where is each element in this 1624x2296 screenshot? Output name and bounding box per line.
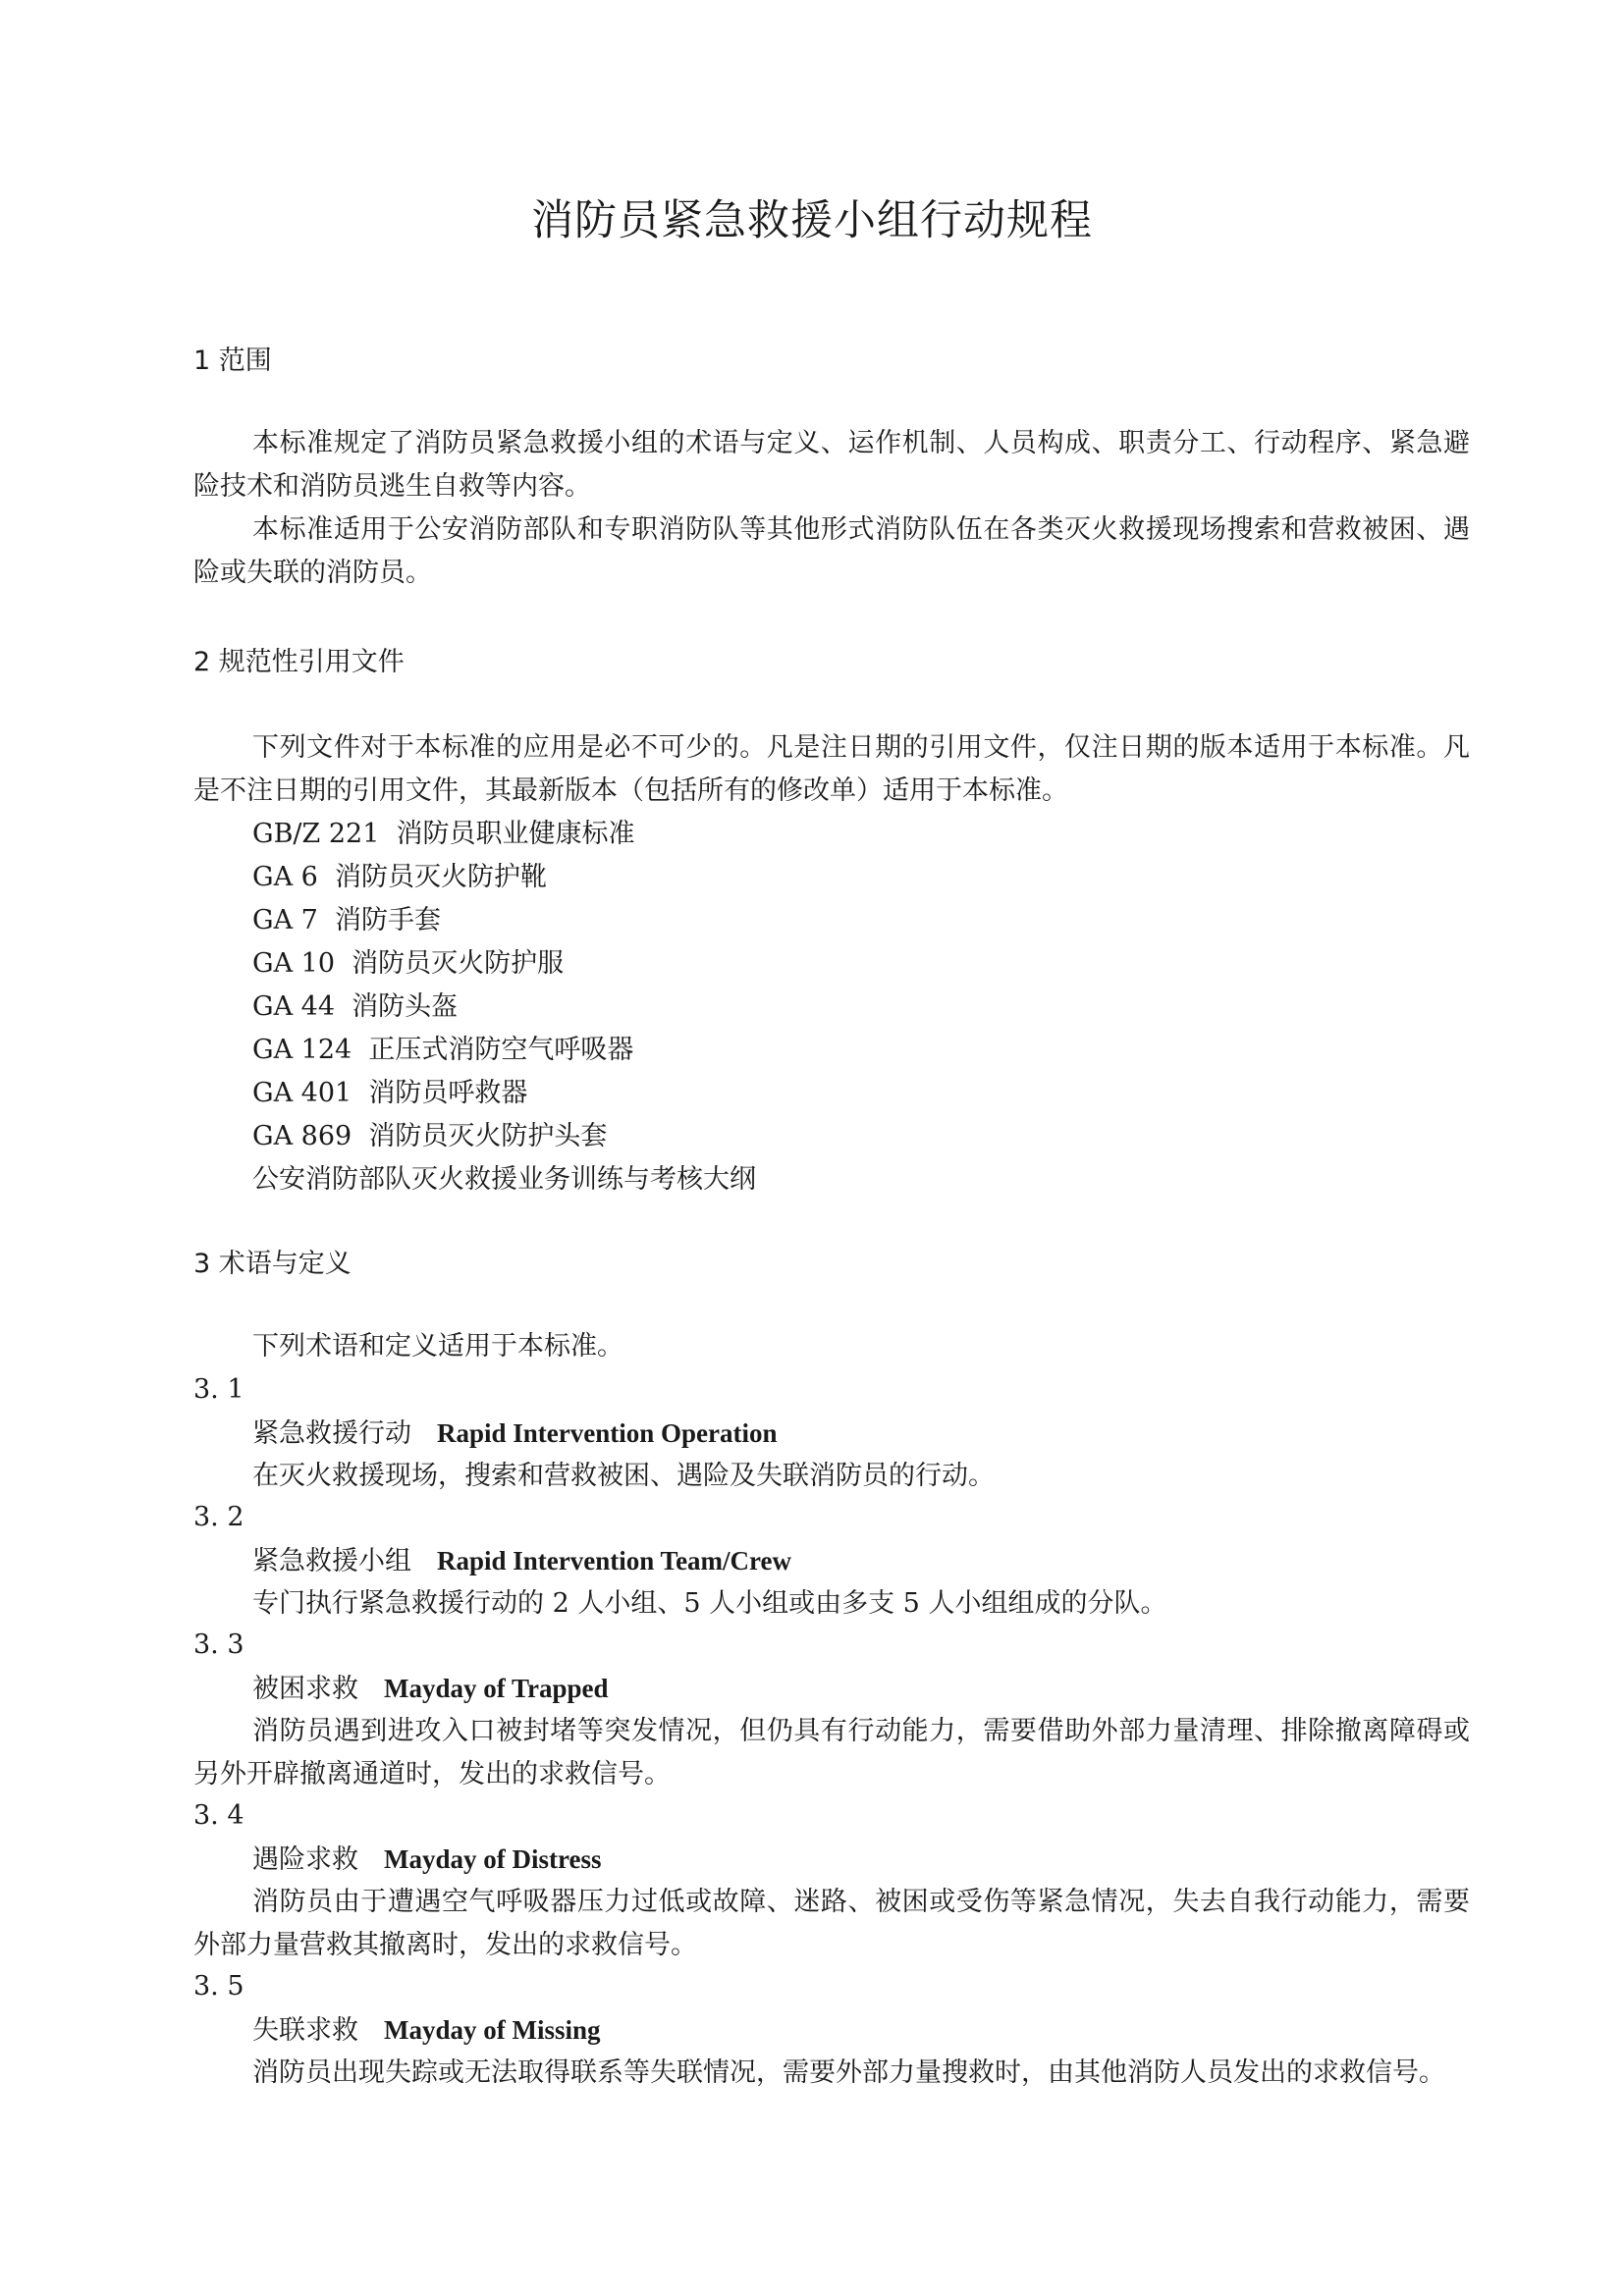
section-1-heading: 1 范围 — [193, 346, 272, 376]
term-title — [252, 1541, 791, 1581]
reference-item: GA 44 消防头盔 — [252, 991, 459, 1022]
term-number: 3. 1 — [193, 1374, 244, 1405]
section-3-intro: 下列术语和定义适用于本标准。 — [252, 1331, 623, 1362]
reference-item: GA 10 消防员灭火防护服 — [252, 948, 565, 979]
term-name-en: Mayday of Missing — [384, 2015, 601, 2045]
term-definition: 专门执行紧急救援行动的 2 人小组、5 人小组或由多支 5 人小组组成的分队。 — [252, 1588, 1167, 1619]
section-1-paragraph-2: 本标准适用于公安消防部队和专职消防队等其他形式消防队伍在各类灭火救援现场搜索和营救被困、遇险或失联的消防员。 — [193, 514, 1470, 588]
section-2-intro: 下列文件对于本标准的应用是必不可少的。凡是注日期的引用文件，仅注日期的版本适用于本标准。凡是不注日期的引用文件，其最新版本（包括所有的修改单）适用于本标准。 — [193, 732, 1470, 806]
term-title — [252, 2010, 601, 2051]
term-title — [252, 1840, 601, 1880]
reference-item: GA 6 消防员灭火防护靴 — [252, 862, 547, 892]
term-number: 3. 3 — [193, 1629, 244, 1660]
term-title — [252, 1414, 778, 1454]
term-name-en: Rapid Intervention Team/Crew — [437, 1546, 792, 1575]
term-definition: 消防员由于遭遇空气呼吸器压力过低或故障、迷路、被困或受伤等紧急情况，失去自我行动能力，需要外部力量营救其撤离时，发出的求救信号。 — [193, 1887, 1470, 1960]
reference-item: 公安消防部队灭火救援业务训练与考核大纲 — [252, 1164, 756, 1195]
term-number: 3. 5 — [193, 1971, 244, 2002]
section-3-heading: 3 术语与定义 — [193, 1249, 352, 1279]
reference-item: GA 7 消防手套 — [252, 905, 441, 935]
reference-item: GA 869 消防员灭火防护头套 — [252, 1121, 608, 1151]
term-name-zh: 遇险求救 — [252, 1844, 358, 1875]
document-title: 消防员紧急救援小组行动规程 — [531, 196, 1093, 245]
section-1-paragraph-1: 本标准规定了消防员紧急救援小组的术语与定义、运作机制、人员构成、职责分工、行动程序、紧急避险技术和消防员逃生自救等内容。 — [193, 428, 1470, 502]
term-definition: 在灭火救援现场，搜索和营救被困、遇险及失联消防员的行动。 — [252, 1461, 995, 1491]
term-name-zh: 被困求救 — [252, 1674, 358, 1704]
term-title — [252, 1669, 609, 1709]
term-number: 3. 4 — [193, 1800, 244, 1831]
term-definition: 消防员出现失踪或无法取得联系等失联情况，需要外部力量搜救时，由其他消防人员发出的求救信号。 — [252, 2057, 1445, 2088]
term-name-en: Mayday of Trapped — [384, 1674, 609, 1703]
section-2-heading: 2 规范性引用文件 — [193, 647, 405, 677]
term-name-zh: 紧急救援小组 — [252, 1546, 411, 1576]
term-name-en: Rapid Intervention Operation — [437, 1418, 778, 1448]
term-name-en: Mayday of Distress — [384, 1844, 602, 1874]
term-number: 3. 2 — [193, 1502, 244, 1532]
term-name-zh: 失联求救 — [252, 2015, 358, 2046]
term-definition: 消防员遇到进攻入口被封堵等突发情况，但仍具有行动能力，需要借助外部力量清理、排除撤离障碍或另外开辟撤离通道时，发出的求救信号。 — [193, 1716, 1470, 1789]
term-name-zh: 紧急救援行动 — [252, 1418, 411, 1449]
reference-item: GA 401 消防员呼救器 — [252, 1078, 528, 1108]
reference-item: GB/Z 221 消防员职业健康标准 — [252, 819, 635, 849]
reference-item: GA 124 正压式消防空气呼吸器 — [252, 1035, 634, 1065]
